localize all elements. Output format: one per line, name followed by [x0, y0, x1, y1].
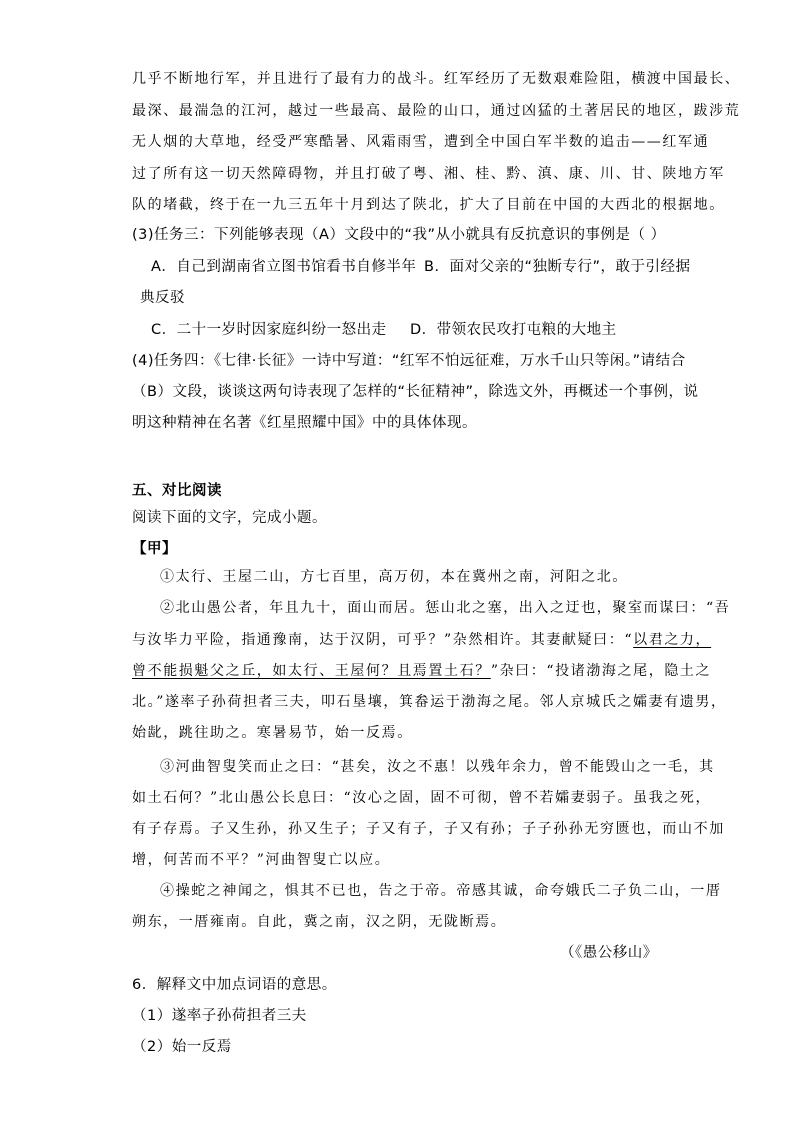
passage-line: 队的堵截，终于在一九三五年十月到达了陕北，扩大了目前在中国的大西北的根据地。: [132, 197, 725, 213]
section-instruction: 阅读下面的文字，完成小题。: [132, 510, 327, 526]
section-heading: 五、对比阅读: [132, 483, 222, 499]
classical-text: ”杂曰：“投诸渤海之尾，隐土之: [490, 663, 712, 679]
classical-paragraph-2: ②北山愚公者，年且九十，面山而居。惩山北之塞，出入之迂也，聚室而谋曰：“吾: [160, 600, 731, 616]
classical-line: 如土石何？”北山愚公长息曰：“汝心之固，固不可彻，曾不若孀妻弱子。虽我之死，: [132, 790, 712, 806]
classical-paragraph-1: ①太行、王屋二山，方七百里，高万仞，本在冀州之南，河阳之北。: [160, 569, 628, 585]
text-jia-label: 【甲】: [132, 541, 177, 557]
passage-line: 无人烟的大草地，经受严寒酷暑、风霜雨雪，遭到全中国白军半数的追击——红军通: [132, 134, 710, 150]
task4-line: 明这种精神在名著《红星照耀中国》中的具体体现。: [132, 415, 477, 431]
task3-option-d: D．带领农民攻打屯粮的大地主: [410, 322, 617, 338]
task3-option-b-continued: 典反驳: [140, 290, 185, 306]
classical-line: [132, 660, 711, 680]
question-6: 6．解释文中加点词语的意思。: [132, 977, 337, 993]
classical-line: 朔东，一厝雍南。自此，冀之南，汉之阴，无陇断焉。: [132, 914, 507, 930]
underlined-sentence: 以君之力，: [633, 632, 712, 648]
underlined-sentence: 曾不能损魁父之丘，如太行、王屋何？且焉置土石？: [132, 663, 491, 679]
classical-line: [132, 629, 711, 649]
question-6-item: （2）始一反焉: [132, 1039, 232, 1055]
passage-line: 几乎不断地行军，并且进行了最有力的战斗。红军经历了无数艰难险阻，横渡中国最长、: [132, 71, 741, 87]
passage-line: 最深、最湍急的江河，越过一些最高、最险的山口，通过凶猛的土著居民的地区，跋涉荒: [132, 103, 741, 119]
passage-line: 过了所有这一切天然障碍物，并且打破了粤、湘、桂、黔、滇、康、川、甘、陕地方军: [132, 166, 725, 182]
classical-line: 有子存焉。子又生孙，孙又生子；子又有子，子又有孙；子子孙孙无穷匮也，而山不加: [132, 821, 725, 837]
task3-option-c: C．二十一岁时因家庭纠纷一怒出走: [151, 322, 387, 338]
classical-text: 与汝毕力平险，指通豫南，达于汉阴，可乎？”杂然相许。其妻献疑曰：“: [132, 632, 634, 648]
task4-line: （B）文段，谈谈这两句诗表现了怎样的“长征精神”，除选文外，再概述一个事例，说: [132, 384, 699, 400]
task3-option-b: B．面对父亲的“独断专行”，敢于引经据: [424, 259, 691, 275]
classical-paragraph-4: ④操蛇之神闻之，惧其不已也，告之于帝。帝感其诚，命夸娥氏二子负二山，一厝: [160, 883, 722, 899]
classical-paragraph-3: ③河曲智叟笑而止之曰：“甚矣，汝之不惠！以残年余力，曾不能毁山之一毛，其: [160, 759, 715, 775]
classical-line: 北。”遂率子孙荷担者三夫，叩石垦壤，箕畚运于渤海之尾。邻人京城氏之孀妻有遗男，: [132, 694, 727, 710]
task4-line: (4)任务四：《七律·长征》一诗中写道：“红军不怕远征难，万水千山只等闲。”请结合: [132, 353, 686, 369]
task3-stem: (3)任务三：下列能够表现（A）文段中的“我”从小就具有反抗意识的事例是（ ）: [132, 227, 666, 243]
source-citation: （《愚公移山》: [560, 945, 658, 961]
classical-line: 始龀，跳往助之。寒暑易节，始一反焉。: [132, 725, 413, 741]
classical-line: 增，何苦而不平？”河曲智叟亡以应。: [132, 852, 391, 868]
question-6-item: （1）遂率子孙荷担者三夫: [132, 1008, 307, 1024]
task3-option-a: A．自己到湖南省立图书馆看书自修半年: [151, 259, 417, 275]
